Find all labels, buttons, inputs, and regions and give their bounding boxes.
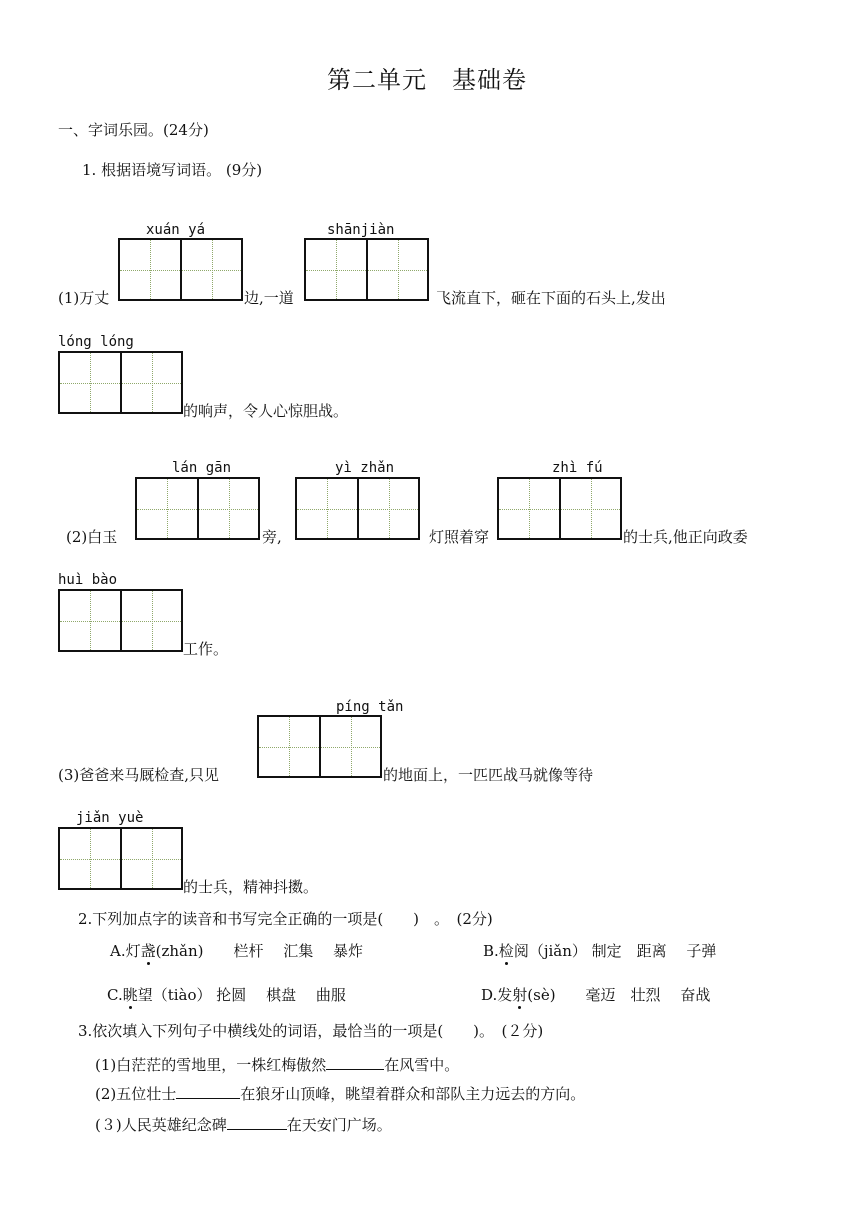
- sentence-2-pre: (2)白玉: [66, 528, 118, 546]
- sentence-2-mid2: 灯照着穿: [429, 528, 490, 546]
- option-c-dotted-char: 眺: [122, 986, 138, 1004]
- option-d-post: (sè) 毫迈 壮烈 奋战: [527, 986, 711, 1004]
- question-3-prompt: 3.依次填入下列句子中横线处的词语，最恰当的一项是( )。 (２分): [78, 1022, 544, 1040]
- pinyin-xuan-ya: xuán yá: [146, 222, 206, 238]
- question-2-prompt: 2.下列加点字的读音和书写完全正确的一项是( ) 。 (2分): [78, 910, 493, 928]
- option-c-post: 望（tiào） 抡圆 棋盘 曲服: [137, 986, 346, 1004]
- fill-blank-3[interactable]: [227, 1115, 287, 1130]
- q3-sentence-3-pre: (３)人民英雄纪念碑: [95, 1116, 227, 1134]
- option-b-dotted-char: 检: [498, 942, 514, 960]
- q3-sentence-1-post: 在风雪中。: [384, 1056, 460, 1074]
- option-b-post: 阅（jiǎn） 制定 距离 子弹: [513, 942, 717, 960]
- option-c-pre: C.: [107, 986, 123, 1004]
- sentence-2-mid1: 旁,: [262, 528, 282, 546]
- pinyin-hui-bao: huì bào: [58, 572, 118, 588]
- q3-sentence-1-pre: (1)白茫茫的雪地里，一株红梅傲然: [95, 1056, 327, 1074]
- pinyin-zhi-fu: zhì fú: [552, 460, 603, 476]
- question-1-prompt: 1. 根据语境写词语。 (9分): [82, 161, 263, 179]
- sentence-1-pre: (1)万丈: [58, 289, 110, 307]
- pinyin-ping-tan: píng tǎn: [336, 699, 404, 715]
- option-d[interactable]: [481, 986, 710, 1004]
- option-b-pre: B.: [483, 942, 499, 960]
- q3-sentence-2-post: 在狼牙山顶峰，眺望着群众和部队主力远去的方向。: [240, 1085, 586, 1103]
- sentence-3-end: 的士兵，精神抖擞。: [183, 878, 319, 896]
- option-d-dotted-char: 射: [512, 986, 528, 1004]
- answer-box-shanjian[interactable]: [304, 238, 429, 301]
- option-a-pre: A.灯: [110, 942, 141, 960]
- option-a[interactable]: [110, 942, 363, 960]
- answer-box-ping-tan[interactable]: [257, 715, 382, 778]
- q3-sentence-3: [95, 1115, 392, 1134]
- sentence-2-end: 工作。: [183, 640, 229, 658]
- q3-sentence-3-post: 在天安门广场。: [286, 1116, 392, 1134]
- sentence-3-post: 的地面上，一匹匹战马就像等待: [383, 766, 594, 784]
- sentence-2-post: 的士兵,他正向政委: [623, 528, 748, 546]
- fill-blank-1[interactable]: [326, 1055, 384, 1070]
- answer-box-jian-yue[interactable]: [58, 827, 183, 890]
- option-d-pre: D.发: [481, 986, 513, 1004]
- fill-blank-2[interactable]: [176, 1084, 240, 1099]
- sentence-1-end: 的响声，令人心惊胆战。: [183, 402, 349, 420]
- sentence-1-post: 飞流直下，砸在下面的石头上,发出: [436, 289, 666, 307]
- answer-box-yi-zhan[interactable]: [295, 477, 420, 540]
- option-a-dotted-char: 盏: [140, 942, 156, 960]
- option-b[interactable]: [483, 942, 716, 960]
- answer-box-long-long[interactable]: [58, 351, 183, 414]
- option-a-post: (zhǎn) 栏杆 汇集 暴炸: [155, 942, 364, 960]
- q3-sentence-2-pre: (2)五位壮士: [95, 1085, 177, 1103]
- answer-box-xuan-ya[interactable]: [118, 238, 243, 301]
- q3-sentence-2: [95, 1084, 585, 1103]
- pinyin-jian-yue: jiǎn yuè: [76, 810, 144, 826]
- pinyin-lan-gan: lán gān: [172, 460, 232, 476]
- pinyin-shanjian: shānjiàn: [327, 222, 395, 238]
- answer-box-zhi-fu[interactable]: [497, 477, 622, 540]
- pinyin-long-long: lóng lóng: [58, 334, 134, 350]
- option-c[interactable]: [107, 986, 346, 1004]
- answer-box-lan-gan[interactable]: [135, 477, 260, 540]
- sentence-3-pre: (3)爸爸来马厩检查,只见: [58, 766, 220, 784]
- pinyin-yi-zhan: yì zhǎn: [335, 460, 395, 476]
- page-title: 第二单元 基础卷: [327, 66, 527, 94]
- answer-box-hui-bao[interactable]: [58, 589, 183, 652]
- sentence-1-mid: 边,一道: [244, 289, 294, 307]
- q3-sentence-1: [95, 1055, 459, 1074]
- section-heading: 一、字词乐园。(24分): [58, 121, 209, 139]
